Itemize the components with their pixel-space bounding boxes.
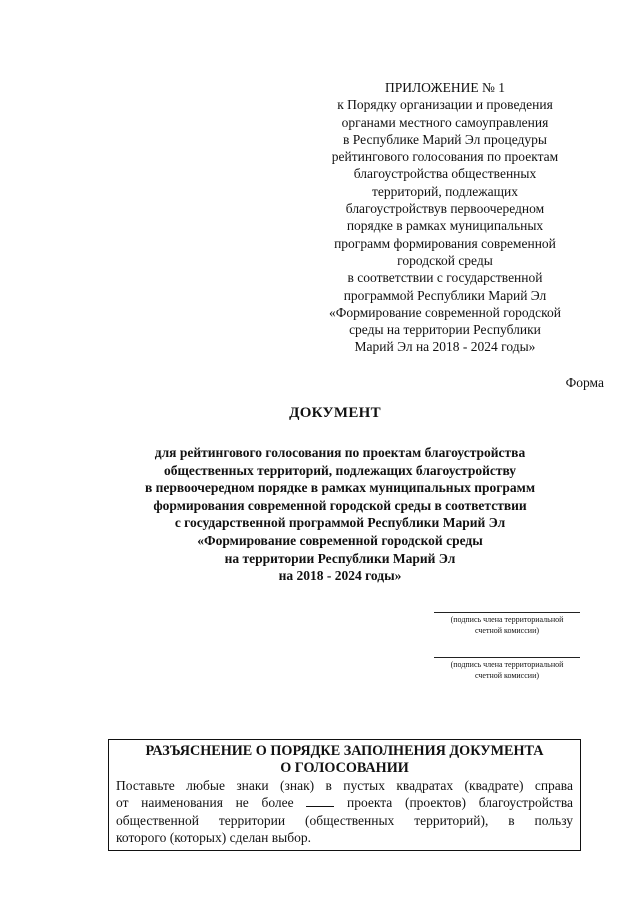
appendix-header: [290, 79, 600, 356]
instructions-box: [108, 739, 581, 851]
instructions-body: [116, 777, 573, 846]
appendix-line: программ формирования современной: [334, 235, 556, 251]
form-label: Форма: [565, 375, 604, 390]
signature-caption: (подпись члена территориальной: [450, 615, 564, 624]
appendix-line: благоустройствув первоочередном: [345, 201, 545, 217]
description-line: формирования современной городской среды в соответствии: [153, 497, 527, 513]
blank-number-field[interactable]: [306, 796, 334, 807]
appendix-line: Марий Эл на 2018 - 2024 годы»: [354, 339, 536, 355]
signature-caption: счетной комиссии): [474, 626, 540, 635]
appendix-line: порядке в рамках муниципальных: [346, 218, 544, 234]
appendix-line: в соответствии с государственной: [347, 270, 543, 286]
description-line: с государственной программой Республики Марий Эл: [174, 515, 506, 531]
instructions-text: от наименования не более: [116, 795, 294, 811]
appendix-line: среды на территории Республики: [349, 322, 541, 338]
document-title: ДОКУМЕНТ: [289, 405, 381, 421]
appendix-line: программой Республики Марий Эл: [343, 287, 547, 303]
instructions-line: которого (которых) сделан выбор.: [116, 829, 311, 845]
instructions-line: общественной территории (общественных территорий), в пользу: [116, 812, 573, 828]
signature-line[interactable]: [434, 657, 580, 658]
signature-line[interactable]: [434, 612, 580, 613]
instructions-title-line: РАЗЪЯСНЕНИЕ О ПОРЯДКЕ ЗАПОЛНЕНИЯ ДОКУМЕНТА: [145, 743, 544, 759]
appendix-line: территорий, подлежащих: [372, 183, 518, 199]
description-line: для рейтингового голосования по проектам благоустройства: [154, 445, 526, 460]
description-line: «Формирование современной городской среды: [197, 532, 483, 548]
signature-block-2: [434, 657, 580, 681]
appendix-line: благоустройства общественных: [353, 166, 537, 182]
appendix-title: ПРИЛОЖЕНИЕ № 1: [384, 80, 506, 95]
signature-block-1: [434, 612, 580, 636]
instructions-line: [116, 794, 573, 811]
appendix-line: органами местного самоуправления: [341, 114, 549, 130]
appendix-line: «Формирование современной городской: [329, 304, 561, 320]
appendix-line: в Республике Марий Эл процедуры: [343, 131, 547, 147]
description-line: на территории Республики Марий Эл: [224, 550, 456, 566]
instructions-line: Поставьте любые знаки (знак) в пустых квадратах (квадрате) справа: [116, 778, 573, 793]
instructions-text: проекта (проектов) благоустройства: [346, 795, 574, 811]
signature-caption: (подпись члена территориальной: [450, 660, 564, 669]
appendix-line: городской среды: [397, 252, 493, 268]
instructions-title-line: О ГОЛОСОВАНИИ: [280, 760, 409, 776]
document-description: [40, 444, 640, 585]
appendix-line: рейтингового голосования по проектам: [331, 149, 559, 165]
appendix-line: к Порядку организации и проведения: [337, 97, 553, 113]
description-line: общественных территорий, подлежащих благоустройству: [163, 462, 517, 478]
description-line: в первоочередном порядке в рамках муниципальных программ: [144, 480, 536, 496]
description-line: на 2018 - 2024 годы»: [278, 568, 402, 584]
instructions-title: [116, 743, 573, 777]
signature-caption: счетной комиссии): [474, 671, 540, 680]
